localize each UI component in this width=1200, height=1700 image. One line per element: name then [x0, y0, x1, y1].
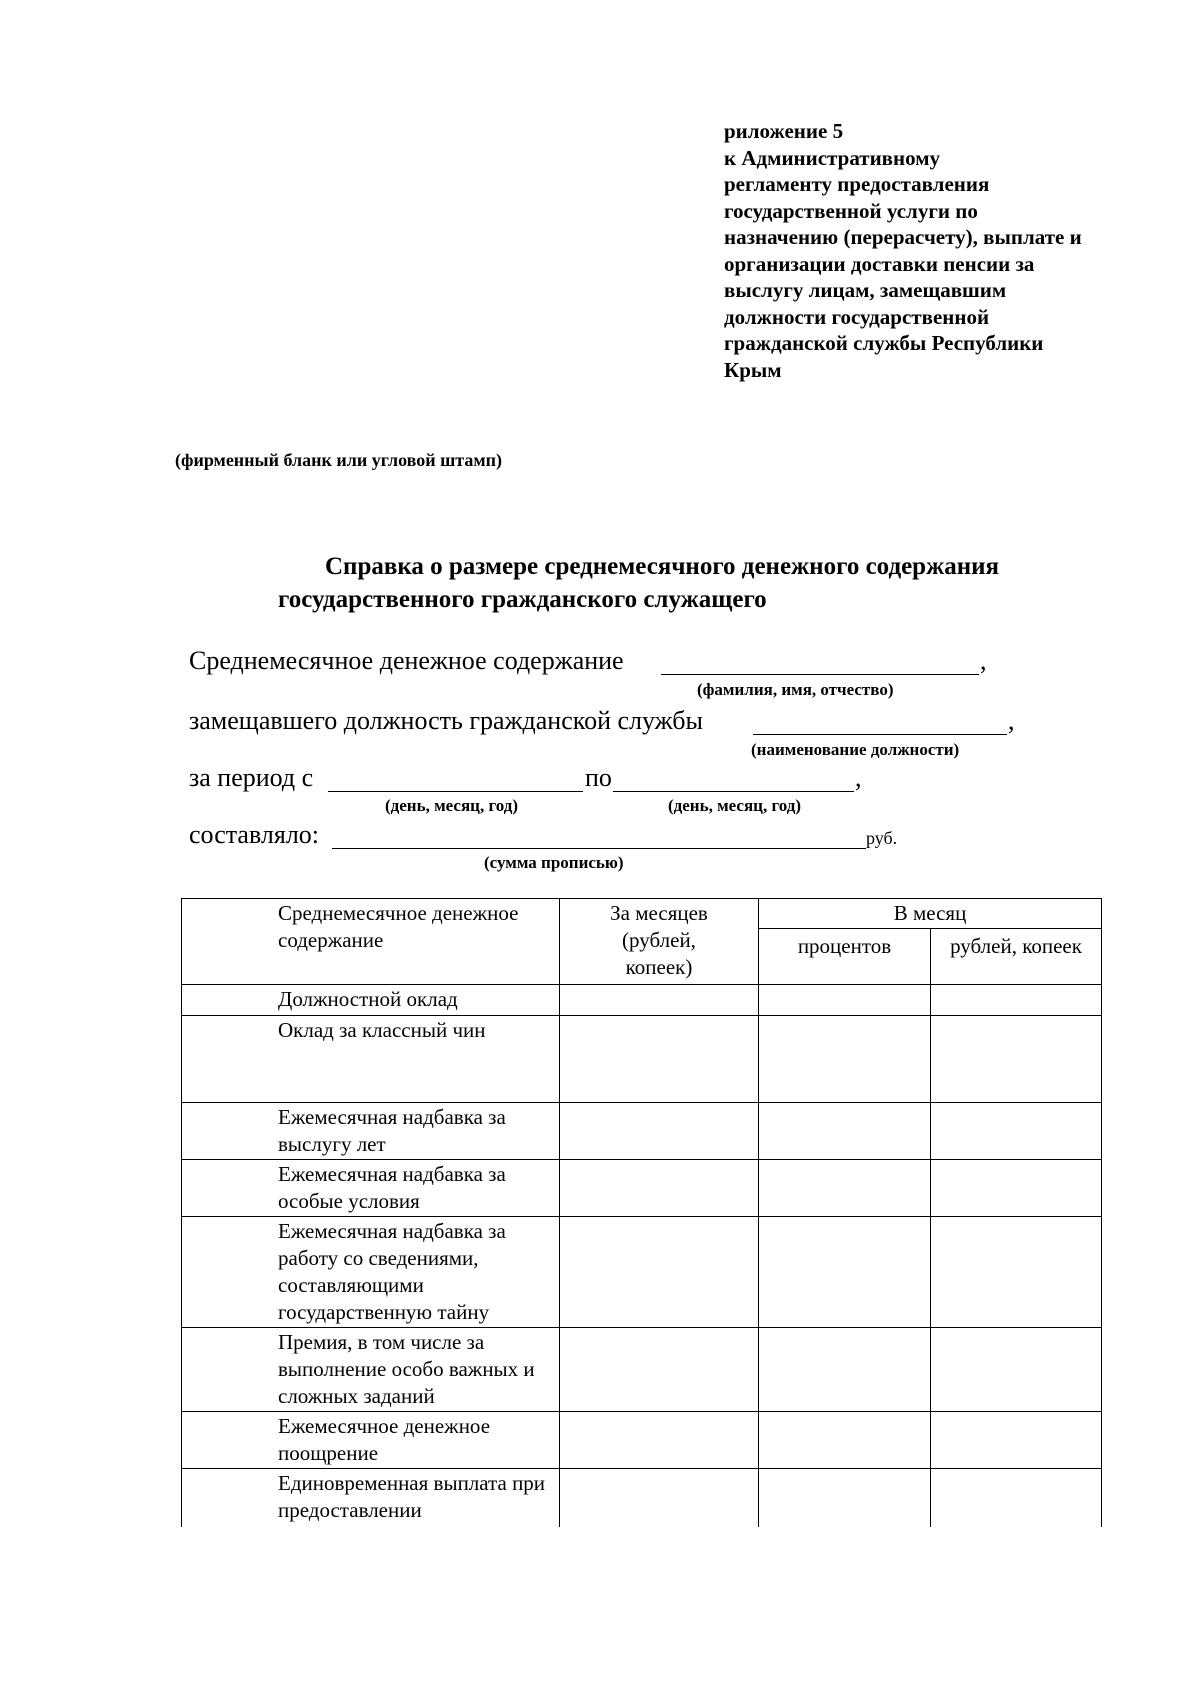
row-label: Должностной оклад	[182, 985, 560, 1016]
appendix-line: назначению (перерасчету), выплате и	[724, 225, 1082, 249]
appendix-line: организации доставки пенсии за	[724, 251, 1035, 276]
date-to-hint: (день, месяц, год)	[668, 796, 802, 815]
row-label: Ежемесячное денежное поощрение	[182, 1412, 560, 1469]
date-to-field[interactable]	[613, 791, 854, 792]
appendix-line: к Административному	[724, 145, 941, 170]
cell-percent[interactable]	[759, 985, 931, 1016]
appendix-line: Крым	[724, 357, 782, 382]
row-label: Ежемесячная надбавка за работу со сведениями, составляющими государственную тайну	[182, 1217, 560, 1328]
line3-comma: ,	[855, 763, 862, 792]
cell-rubles[interactable]	[931, 1328, 1102, 1412]
appendix-line: гражданской службы Республики	[724, 331, 1044, 355]
row-label: Ежемесячная надбавка за особые условия	[182, 1160, 560, 1217]
title-line-1: Справка о размере среднемесячного денежного содержания	[325, 553, 1000, 580]
position-hint: (наименование должности)	[751, 740, 960, 759]
appendix-line: риложение 5	[724, 119, 844, 143]
amount-hint: (сумма прописью)	[484, 853, 624, 872]
cell-rubles[interactable]	[931, 1016, 1102, 1103]
full-name-hint: (фамилия, имя, отчество)	[697, 680, 894, 699]
cell-rubles[interactable]	[931, 1217, 1102, 1328]
cell-months-total[interactable]	[560, 1469, 759, 1527]
cell-percent[interactable]	[759, 1328, 931, 1412]
row-label: Единовременная выплата при предоставлении	[182, 1469, 560, 1527]
cell-rubles[interactable]	[931, 985, 1102, 1016]
cell-rubles[interactable]	[931, 1469, 1102, 1527]
cell-months-total[interactable]	[560, 1160, 759, 1217]
row-label: Оклад за классный чин	[182, 1016, 560, 1103]
cell-percent[interactable]	[759, 1217, 931, 1328]
average-salary-label: Среднемесячное денежное содержание	[189, 646, 624, 675]
amount-in-words-field[interactable]	[332, 848, 866, 849]
cell-months-total[interactable]	[560, 1328, 759, 1412]
cell-months-total[interactable]	[560, 1412, 759, 1469]
period-from-label: за период с	[189, 763, 314, 792]
cell-percent[interactable]	[759, 1160, 931, 1217]
cell-months-total[interactable]	[560, 1217, 759, 1328]
row-label: Ежемесячная надбавка за выслугу лет	[182, 1103, 560, 1160]
cell-months-total[interactable]	[560, 1103, 759, 1160]
appendix-line: должности государственной	[724, 304, 990, 329]
table-row	[182, 1016, 1102, 1103]
table-row	[182, 1103, 1102, 1160]
header-salary-component: Среднемесячное денежное содержание	[182, 899, 560, 985]
full-name-field[interactable]	[661, 674, 979, 675]
cell-percent[interactable]	[759, 1412, 931, 1469]
header-per-month: В месяц	[759, 899, 1102, 929]
appendix-line: государственной услуги по	[724, 198, 978, 223]
date-from-hint: (день, месяц, год)	[385, 796, 519, 815]
cell-rubles[interactable]	[931, 1103, 1102, 1160]
appendix-note	[724, 118, 1124, 383]
period-to-label: по	[585, 763, 612, 792]
cell-rubles[interactable]	[931, 1412, 1102, 1469]
position-label: замещавшего должность гражданской службы	[189, 706, 703, 735]
table-row	[182, 1412, 1102, 1469]
table-row	[182, 1469, 1102, 1527]
letterhead-note: (фирменный бланк или угловой штамп)	[175, 450, 502, 470]
header-rubles-kopecks: рублей, копеек	[931, 929, 1102, 985]
cell-rubles[interactable]	[931, 1160, 1102, 1217]
salary-table	[181, 898, 1102, 1527]
cell-percent[interactable]	[759, 1016, 931, 1103]
amount-label: составляло:	[189, 820, 320, 849]
table-row	[182, 1217, 1102, 1328]
title-line-2: государственного гражданского служащего	[278, 586, 767, 613]
cell-months-total[interactable]	[560, 985, 759, 1016]
table-row	[182, 985, 1102, 1016]
appendix-line: выслугу лицам, замещавшим	[724, 278, 1007, 302]
date-from-field[interactable]	[328, 791, 583, 792]
header-percent: процентов	[759, 929, 931, 985]
table-row	[182, 1160, 1102, 1217]
cell-percent[interactable]	[759, 1103, 931, 1160]
row-label: Премия, в том числе за выполнение особо важных и сложных заданий	[182, 1328, 560, 1412]
header-months-total: За месяцев (рублей, копеек)	[560, 899, 759, 985]
cell-percent[interactable]	[759, 1469, 931, 1527]
table-row	[182, 1328, 1102, 1412]
cell-months-total[interactable]	[560, 1016, 759, 1103]
currency-unit: руб.	[866, 828, 898, 848]
line1-comma: ,	[980, 646, 987, 675]
line2-comma: ,	[1008, 706, 1015, 735]
position-field[interactable]	[753, 734, 1007, 735]
appendix-line: регламенту предоставления	[724, 172, 990, 196]
